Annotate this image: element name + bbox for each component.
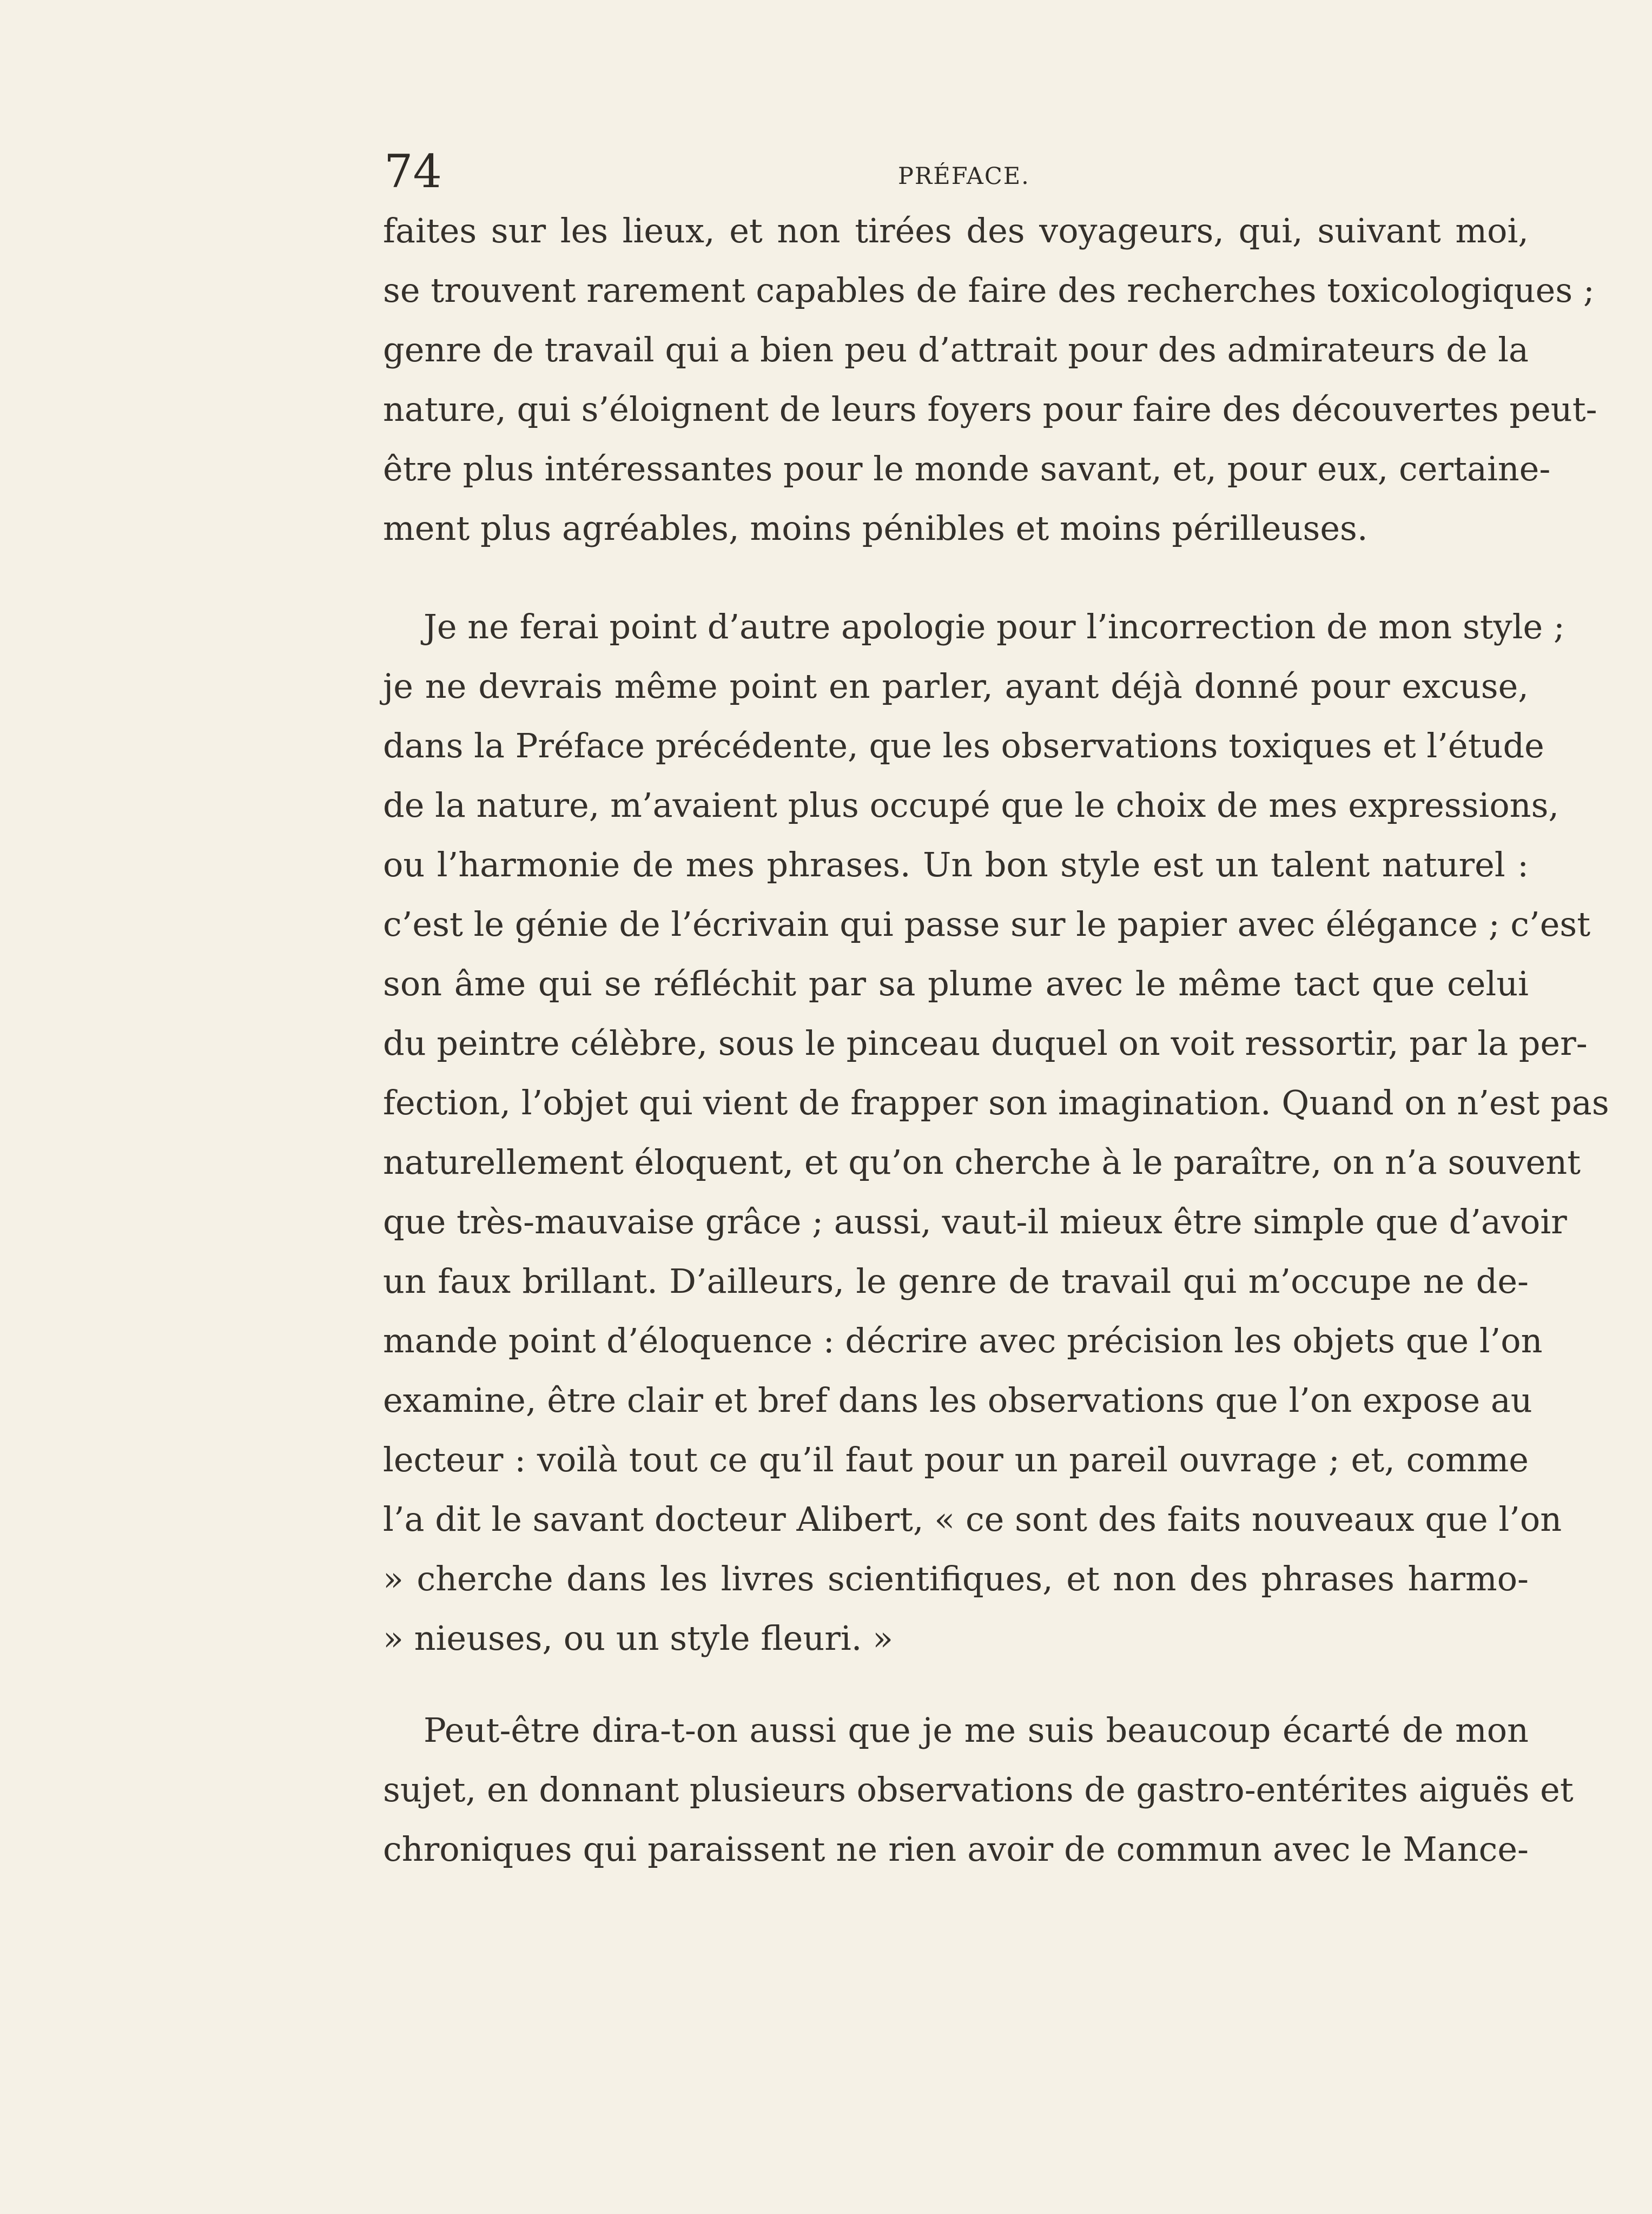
paragraph <box>383 1701 1574 1879</box>
text-line: genre de travail qui a bien peu d’attrait pour des admirateurs de la <box>383 330 1529 369</box>
text-line: sujet, en donnant plusieurs observations de gastro-entérites aiguës et <box>383 1770 1574 1809</box>
text-line: je ne devrais même point en parler, ayant déjà donné pour excuse, <box>383 666 1529 706</box>
text-line: de la nature, m’avaient plus occupé que le choix de mes expressions, <box>383 785 1560 825</box>
text-line: son âme qui se réfléchit par sa plume avec le même tact que celui <box>383 964 1529 1003</box>
text-line: Peut-être dira-t-on aussi que je me suis beaucoup écarté de mon <box>424 1710 1529 1750</box>
text-line: nature, qui s’éloignent de leurs foyers pour faire des découvertes peut- <box>383 389 1597 429</box>
text-line: fection, l’objet qui vient de frapper son imagination. Quand on n’est pas <box>383 1083 1609 1122</box>
text-line: être plus intéressantes pour le monde savant, et, pour eux, certaine- <box>383 449 1551 488</box>
text-line: mande point d’éloquence : décrire avec précision les objets que l’on <box>383 1321 1543 1360</box>
text-line: lecteur : voilà tout ce qu’il faut pour un pareil ouvrage ; et, comme <box>383 1440 1529 1479</box>
page-text <box>383 201 1609 1879</box>
text-line: c’est le génie de l’écrivain qui passe sur le papier avec élégance ; c’est <box>383 904 1591 944</box>
text-line: faites sur les lieux, et non tirées des voyageurs, qui, suivant moi, <box>383 211 1529 250</box>
running-head: PRÉFACE. <box>898 163 1030 190</box>
text-line: Je ne ferai point d’autre apologie pour l’incorrection de mon style ; <box>424 607 1565 646</box>
text-line: ment plus agréables, moins pénibles et moins périlleuses. <box>383 508 1368 548</box>
text-line: dans la Préface précédente, que les observations toxiques et l’étude <box>383 726 1544 765</box>
text-line: l’a dit le savant docteur Alibert, « ce sont des faits nouveaux que l’on <box>383 1499 1562 1539</box>
text-line: » nieuses, ou un style fleuri. » <box>383 1618 894 1658</box>
page-header <box>379 143 1536 208</box>
text-line: du peintre célèbre, sous le pinceau duquel on voit ressortir, par la per- <box>383 1023 1588 1063</box>
text-line: ou l’harmonie de mes phrases. Un bon style est un talent naturel : <box>383 845 1529 884</box>
text-line: un faux brillant. D’ailleurs, le genre de travail qui m’occupe ne de- <box>383 1261 1529 1301</box>
text-line: naturellement éloquent, et qu’on cherche à le paraître, on n’a souvent <box>383 1142 1581 1182</box>
paragraph <box>383 201 1597 558</box>
page-number: 74 <box>384 145 442 198</box>
paragraph <box>383 597 1609 1668</box>
text-line: se trouvent rarement capables de faire des recherches toxicologiques ; <box>383 270 1595 310</box>
text-line: examine, être clair et bref dans les observations que l’on expose au <box>383 1380 1532 1420</box>
text-line: que très-mauvaise grâce ; aussi, vaut-il mieux être simple que d’avoir <box>383 1202 1567 1241</box>
text-line: chroniques qui paraissent ne rien avoir de commun avec le Mance- <box>383 1829 1529 1869</box>
text-line: » cherche dans les livres scientifiques, et non des phrases harmo- <box>383 1559 1529 1598</box>
